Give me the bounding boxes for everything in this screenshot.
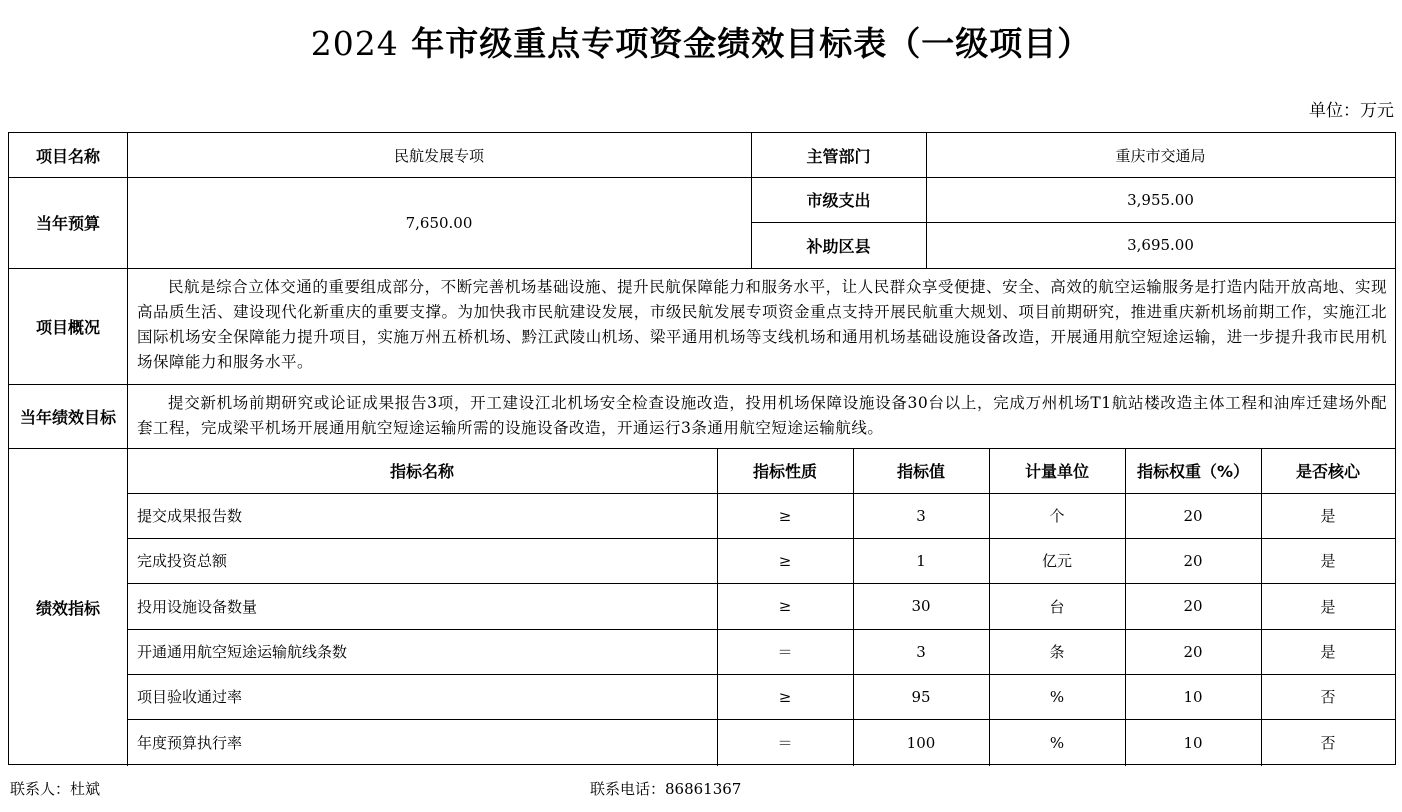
indicator-nature: ＝ bbox=[777, 643, 793, 661]
county-subsidy-value: 3,695.00 bbox=[1127, 236, 1194, 254]
indicator-nature-header: 指标性质 bbox=[752, 462, 817, 481]
indicator-core: 否 bbox=[1320, 734, 1336, 752]
indicator-value: 100 bbox=[906, 733, 936, 752]
indicator-value: 1 bbox=[916, 551, 926, 570]
indicator-unit: 亿元 bbox=[1041, 552, 1072, 570]
contact-person: 联系人：杜斌 bbox=[10, 780, 101, 798]
indicator-unit: % bbox=[1049, 687, 1065, 706]
indicator-value: 3 bbox=[916, 642, 926, 661]
dept-label: 主管部门 bbox=[806, 146, 871, 166]
indicator-value: 30 bbox=[911, 597, 931, 615]
indicator-nature: ≥ bbox=[778, 687, 792, 706]
indicator-name: 投用设施设备数量 bbox=[137, 597, 258, 616]
indicator-weight: 10 bbox=[1183, 733, 1203, 752]
goal-text: 提交新机场前期研究或论证成果报告3项，开工建设江北机场安全检查设施改造，投用机场保障设施设备30台以上，完成万州机场T1航站楼改造主体工程和油库迁建场外配套工程，完成梁平机场开展通用航空短途运输所需的设施设备改造，开通运行3条通用航空短途运输航线。 bbox=[137, 394, 1387, 437]
indicator-value: 3 bbox=[916, 506, 926, 525]
indicator-weight: 10 bbox=[1183, 687, 1203, 706]
indicator-nature: ≥ bbox=[778, 506, 792, 525]
indicator-name: 项目验收通过率 bbox=[137, 688, 243, 706]
performance-table bbox=[8, 132, 1396, 765]
page-title bbox=[0, 18, 1402, 65]
indicator-weight: 20 bbox=[1183, 642, 1203, 661]
indicator-nature: ≥ bbox=[778, 551, 792, 570]
indicator-name-header: 指标名称 bbox=[389, 462, 454, 481]
indicator-core: 是 bbox=[1320, 643, 1336, 661]
indicator-nature: ≥ bbox=[778, 597, 792, 615]
indicator-name: 开通通用航空短途运输航线条数 bbox=[137, 643, 348, 661]
budget-label: 当年预算 bbox=[35, 214, 100, 233]
budget-value: 7,650.00 bbox=[405, 213, 473, 232]
overview-text: 民航是综合立体交通的重要组成部分，不断完善机场基础设施、提升民航保障能力和服务水平，让人民群众享受便捷、安全、高效的航空运输服务是打造内陆开放高地、实现高品质生活、建设现代化新重庆的重要支撑。为加快我市民航建设发展，市级民航发展专项资金重点支持开展民航重大规划、项目前期研究，推进重庆新机场前期工作，实施江北国际机场安全保障能力提升项目，实施万州五桥机场、黔江武陵山机场、梁平通用机场等支线机场和通用机场基础设施设备改造，开展通用航空短途运输，进一步提升我市民用机场保障能力和服务水平。 bbox=[137, 278, 1387, 371]
indicator-unit: 个 bbox=[1049, 507, 1065, 525]
indicator-unit-header: 计量单位 bbox=[1024, 462, 1089, 481]
indicator-value-header: 指标值 bbox=[896, 462, 945, 481]
indicator-weight: 20 bbox=[1183, 506, 1203, 525]
indicator-nature: ＝ bbox=[777, 734, 793, 752]
indicator-weight: 20 bbox=[1183, 551, 1203, 570]
indicator-weight-header: 指标权重（%） bbox=[1136, 462, 1250, 481]
indicator-unit: 条 bbox=[1049, 643, 1065, 661]
indicator-core: 是 bbox=[1320, 597, 1336, 616]
indicator-core: 是 bbox=[1320, 552, 1336, 570]
indicator-name: 提交成果报告数 bbox=[137, 507, 243, 525]
indicator-weight: 20 bbox=[1183, 597, 1203, 615]
project-name-value: 民航发展专项 bbox=[393, 146, 484, 165]
dept-value: 重庆市交通局 bbox=[1115, 146, 1206, 165]
indicator-core: 是 bbox=[1320, 507, 1336, 525]
goal-label: 当年绩效目标 bbox=[19, 407, 116, 427]
indicator-unit: % bbox=[1049, 733, 1065, 752]
contact-phone: 联系电话：86861367 bbox=[590, 780, 742, 798]
indicator-name: 完成投资总额 bbox=[137, 552, 228, 570]
indicator-unit: 台 bbox=[1049, 597, 1065, 616]
title-year: 2024 bbox=[310, 24, 399, 63]
unit-label: 单位：万元 bbox=[1309, 101, 1394, 121]
city-spend-value: 3,955.00 bbox=[1127, 190, 1194, 209]
indicator-label: 绩效指标 bbox=[35, 598, 100, 618]
indicator-name: 年度预算执行率 bbox=[137, 734, 243, 752]
title-text: 年市级重点专项资金绩效目标表（一级项目） bbox=[411, 24, 1092, 63]
overview-label: 项目概况 bbox=[35, 317, 100, 337]
indicator-core: 否 bbox=[1320, 688, 1336, 706]
project-name-label: 项目名称 bbox=[35, 146, 100, 166]
indicator-core-header: 是否核心 bbox=[1295, 462, 1360, 481]
indicator-value: 95 bbox=[911, 687, 931, 706]
city-spend-label: 市级支出 bbox=[806, 191, 871, 210]
county-subsidy-label: 补助区县 bbox=[806, 236, 871, 256]
